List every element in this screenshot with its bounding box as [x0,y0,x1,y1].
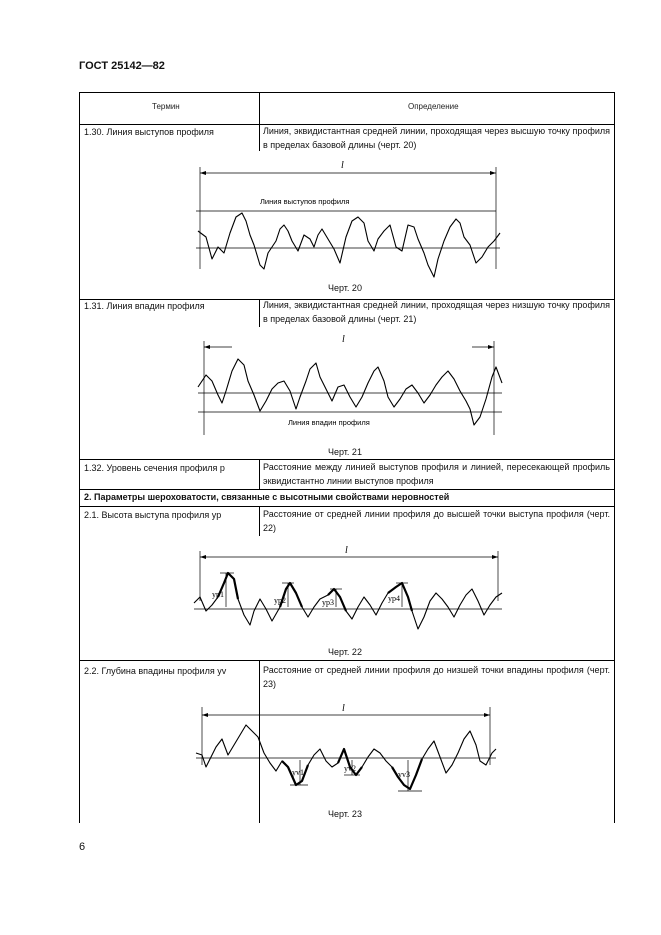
row-divider [80,660,614,661]
label-yp3: yp3 [322,598,334,607]
profile-curve [198,213,500,277]
terms-table [79,92,615,823]
figure-20-profile-peak-line [188,161,514,301]
base-length-label: l [342,703,345,714]
column-divider [259,93,260,124]
figure-21-profile-valley-line [192,334,512,441]
label-yp1: yp1 [212,590,224,599]
label-yv1: yv1 [292,768,304,777]
base-length-label: l [342,334,345,345]
base-length-label: l [345,545,348,556]
definition-2-1: Расстояние от средней линии профиля до высшей точки выступа профиля (черт. 22) [263,509,610,533]
figure-21-caption: Черт. 21 [328,447,362,457]
column-divider [259,459,260,489]
section-heading-2: 2. Параметры шероховатости, связанные с высотными свойствами неровностей [84,492,450,502]
page-number: 6 [79,841,86,853]
row-divider [80,459,614,460]
label-yp4: yp4 [388,594,400,603]
figure-22-profile-peak-height [190,545,510,649]
peak-line-label: Линия выступов профиля [260,197,350,206]
term-1-30: 1.30. Линия выступов профиля [84,127,214,137]
valley-line-label: Линия впадин профиля [288,418,370,427]
definition-2-2: Расстояние от средней линии профиля до низшей точки впадины профиля (черт. 23) [263,665,610,689]
profile-curve [194,573,502,629]
row-divider [80,489,614,490]
column-divider [259,506,260,536]
definition-1-31: Линия, эквидистантная средней линии, проходящая через низшую точку профиля в пределах базовой длины (черт. 21) [263,300,610,324]
term-1-31: 1.31. Линия впадин профиля [84,301,205,311]
column-header-definition: Определение [408,102,459,111]
label-yv3: yv3 [398,770,410,779]
term-2-2: 2.2. Глубина впадины профиля yv [84,666,227,676]
figure-23-caption: Черт. 23 [328,809,362,819]
definition-1-30: Линия, эквидистантная средней линии, проходящая через высшую точку профиля в пределах базовой длины (черт. 20) [263,126,610,150]
column-header-term: Термин [152,102,180,111]
term-1-32: 1.32. Уровень сечения профиля p [84,463,225,473]
figure-20-caption: Черт. 20 [328,283,362,293]
term-2-1: 2.1. Высота выступа профиля yp [84,510,222,520]
label-yp2: yp2 [274,596,286,605]
profile-curve [198,359,502,425]
figure-22-caption: Черт. 22 [328,647,362,657]
figure-23-profile-valley-depth [192,705,512,797]
label-yv2: yv2 [344,764,356,773]
column-divider [259,299,260,327]
base-length-label: l [341,160,344,171]
definition-1-32: Расстояние между линией выступов профиля и линией, пересекающей профиль эквидистантно линии выступов профиля [263,462,610,486]
document-header: ГОСТ 25142—82 [79,60,165,72]
column-divider [259,124,260,151]
row-divider [80,506,614,507]
